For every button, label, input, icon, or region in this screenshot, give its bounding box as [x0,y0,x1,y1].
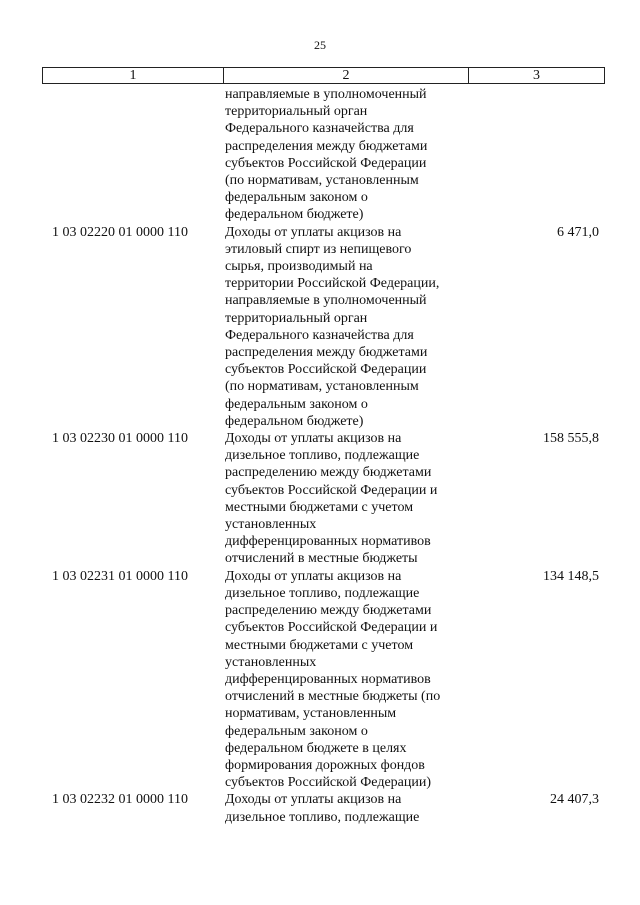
description-line: федеральным законом о [225,190,368,206]
description-line: федеральном бюджете) [225,207,364,223]
description-line: направляемые в уполномоченный [225,293,427,309]
column-header-2: 2 [224,68,469,84]
description-line: дифференцированных нормативов [225,534,431,550]
table-row [42,430,601,568]
description-line: местными бюджетами с учетом [225,637,414,653]
description-line: территориальный орган [225,310,368,326]
description-line: (по нормативам, установленным [225,379,419,395]
income-amount: 134 148,5 [543,568,599,584]
description-line: дизельное топливо, подлежащие [225,448,420,464]
description-line: территориальный орган [225,104,368,120]
income-description [222,791,466,825]
column-header-3: 3 [469,68,605,84]
income-code: 1 03 02231 01 0000 110 [52,568,188,584]
description-line: этиловый спирт из непищевого [225,241,412,257]
table-body [42,86,601,826]
description-line: отчислений в местные бюджеты [225,551,418,567]
description-line: (по нормативам, установленным [225,173,419,189]
income-code [42,86,222,224]
column-header-row [43,68,605,84]
column-header-table [42,67,605,84]
description-line: установленных [225,654,317,670]
income-description [222,224,466,430]
income-description [222,568,466,792]
description-line: субъектов Российской Федерации [225,155,427,171]
description-line: федеральным законом о [225,396,368,412]
income-code: 1 03 02232 01 0000 110 [52,792,188,808]
description-line: сырья, производимый на [225,259,373,275]
income-amount: 24 407,3 [550,792,599,808]
description-line: местными бюджетами с учетом [225,499,414,515]
description-line: нормативам, установленным [225,706,397,722]
description-line: федеральным законом о [225,723,368,739]
income-description [222,430,466,568]
income-code: 1 03 02220 01 0000 110 [52,224,188,240]
description-line: распределению между бюджетами [225,465,432,481]
description-line: формирования дорожных фондов [225,757,425,773]
description-line: субъектов Российской Федерации [225,362,427,378]
description-line: федеральном бюджете) [225,413,364,429]
description-line: установленных [225,517,317,533]
description-line: дизельное топливо, подлежащие [225,585,420,601]
table-row [42,568,601,792]
description-line: территории Российской Федерации, [225,276,440,292]
description-line: дизельное топливо, подлежащие [225,809,420,825]
table-row [42,224,601,430]
description-line: дифференцированных нормативов [225,671,431,687]
page-number: 25 [314,38,326,52]
description-line: субъектов Российской Федерации и [225,620,438,636]
description-line: субъектов Российской Федерации и [225,482,438,498]
description-line: Доходы от уплаты акцизов на [225,224,402,240]
column-header-1: 1 [43,68,224,84]
income-description [222,86,466,224]
description-line: распределения между бюджетами [225,138,428,154]
description-line: Доходы от уплаты акцизов на [225,792,402,808]
description-line: субъектов Российской Федерации) [225,775,432,791]
table-row [42,86,601,224]
description-line: направляемые в уполномоченный [225,87,427,102]
description-line: Доходы от уплаты акцизов на [225,568,402,584]
income-code: 1 03 02230 01 0000 110 [52,431,188,447]
description-line: Федерального казначейства для [225,121,414,137]
description-line: распределения между бюджетами [225,345,428,361]
income-amount: 6 471,0 [557,224,599,240]
table-row [42,791,601,825]
description-line: Федерального казначейства для [225,327,414,343]
description-line: распределению между бюджетами [225,603,432,619]
income-amount [466,86,601,224]
description-line: Доходы от уплаты акцизов на [225,431,402,447]
income-amount: 158 555,8 [543,431,599,447]
description-line: федеральном бюджете в целях [225,740,407,756]
description-line: отчислений в местные бюджеты (по [225,689,441,705]
